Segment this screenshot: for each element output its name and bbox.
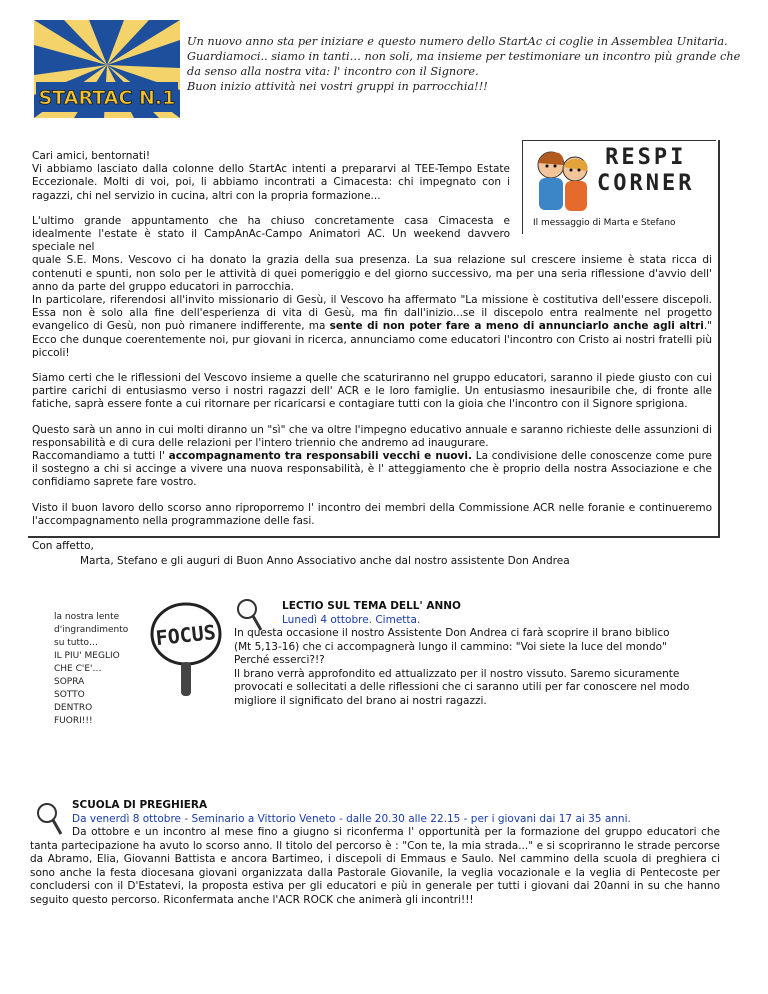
intro-line: Buon inizio attività nei vostri gruppi in parrocchia!!!	[187, 80, 488, 93]
focus-line: SOPRA	[54, 677, 85, 687]
magnifier-icon	[148, 598, 226, 698]
focus-line: CHE C'E'…	[54, 664, 102, 674]
lectio-line: (Mt 5,13-16) che ci accompagnerà lungo il cammino: "Voi siete la luce del mondo"	[234, 640, 667, 653]
letter-bold-text: accompagnamento tra responsabili vecchi e nuovi.	[168, 450, 472, 463]
scuola-subtitle: Da venerdì 8 ottobre - Seminario a Vittorio Veneto - dalle 20.30 alle 22.15 - per i giovani dai 17 ai 35 anni.	[72, 812, 631, 825]
letter-body	[32, 150, 712, 580]
letter-bold-text: sente di non poter fare a meno di annunciarlo anche agli altri	[329, 320, 704, 333]
focus-line: SOTTO	[54, 690, 85, 700]
closing: Con affetto,	[32, 540, 94, 553]
focus-line: la nostra lente	[54, 612, 120, 622]
lectio-line: migliore il significato del brano ai nostri ragazzi.	[234, 694, 487, 707]
lectio-line: Perché esserci?!?	[234, 654, 325, 666]
letter-text: La condivisione delle conoscenze come pure il sostegno a chi si accinge a vivere una nuova responsabilità, è l' atteggiamento che è proprio della nostra Associazione e che confidiamo saprete fare vostro.	[32, 450, 713, 489]
lectio-section	[234, 600, 724, 708]
letter-paragraph	[32, 215, 712, 360]
signature: Marta, Stefano e gli auguri di Buon Anno Associativo anche dal nostro assistente Don Andrea	[80, 555, 570, 568]
intro-line: Guardiamoci.. siamo in tanti… non soli, ma insieme per testimoniare un incontro più grande che	[187, 50, 741, 63]
greeting: Cari amici, bentornati!	[32, 150, 151, 162]
intro-text	[187, 34, 741, 94]
focus-line: FUORI!!!	[54, 716, 93, 726]
letter-text: quale S.E. Mons. Vescovo ci ha donato la grazia della sua presenza. La sua relazione sul crescere insieme è stata ricca di contenuti e spunti, non solo per le attività di quei pomeriggio e del giorno successivo, ma per una seria riflessione d'avvio dell' anno da parte del gruppo educatori in parrocchia.	[32, 254, 712, 293]
letter-paragraph: Visto il buon lavoro dello scorso anno riproporremo l' incontro dei membri della Commissione ACR nelle foranie e continueremo l'accompagnamento nella programmazione delle fasi.	[32, 501, 712, 527]
focus-magnifier-image	[148, 598, 226, 698]
letter-text: Questo sarà un anno in cui molti diranno un "sì" che va oltre l'impegno educativo annuale e saranno richieste delle assunzioni di responsabilità e di cura delle relazioni per l'intero triennio che andremo ad inaugurare.	[32, 423, 712, 449]
letter-text: Vi abbiamo lasciato dalla colonne dello StartAc intenti a prepararvi al TEE-Tempo Estate Eccezionale. Molti di voi, poi, li abbiamo incontrati a Cimacesta: chi impegnato con i ragazzi, chi nel servizio in cucina, altri con la propria formazione...	[32, 163, 510, 202]
scuola-section	[30, 799, 720, 907]
lectio-line: provocati e sollecitati a delle riflessioni che ci saranno utili per far conoscere nel modo	[234, 681, 690, 693]
focus-line: su tutto…	[54, 638, 99, 648]
lectio-date: Lunedì 4 ottobre. Cimetta.	[282, 613, 421, 626]
focus-side-text	[54, 611, 150, 728]
frame-line	[522, 140, 716, 141]
scuola-title: SCUOLA DI PREGHIERA	[72, 799, 208, 811]
logo-text: STARTAC N.1	[38, 87, 176, 109]
lectio-line: Il brano verrà approfondito ed attualizzato per il nostro vissuto. Saremo sicuramente	[234, 667, 680, 680]
letter-text: Raccomandiamo a tutti l'	[32, 450, 169, 463]
respi-title-line: CORNER	[597, 171, 695, 196]
intro-line: Un nuovo anno sta per iniziare e questo numero dello StartAc ci coglie in Assemblea Unitaria.	[187, 35, 728, 48]
letter-paragraph: Siamo certi che le riflessioni del Vescovo insieme a quelle che scaturiranno nel gruppo educatori, saranno il piede giusto con cui partire carichi di entusiasmo verso i nostri ragazzi dell' ACR e le loro famiglie. Un entusiasmo inesauribile che, di fronte alle fatiche, saprà essere fonte a cui ritornare per ricaricarsi e contagiare tutti con la gioia che l'incontro con il Signore sprigiona.	[32, 372, 712, 411]
letter-text: In particolare, riferendosi all'invito missionario di Gesù, il Vescovo ha affermato "La missione è costitutiva dell'essere discepoli. Essa non è solo alla fine dell'esperienza di vita di Gesù, ma fin dall'inizio...se il discepolo entra realmente nel progetto evangelico di Gesù, non può rimanere indifferente, ma	[32, 294, 712, 333]
focus-line: DENTRO	[54, 703, 93, 713]
letter-paragraph	[32, 424, 712, 490]
intro-line: da senso alla nostra vita: l' incontro con il Signore.	[187, 65, 479, 78]
focus-line: IL PIU' MEGLIO	[54, 651, 120, 661]
lectio-title: LECTIO SUL TEMA DELL' ANNO	[282, 600, 461, 612]
letter-paragraph	[32, 150, 510, 203]
focus-image-text: FOCUS	[154, 619, 217, 651]
lectio-line: In questa occasione il nostro Assistente Don Andrea ci farà scoprire il brano biblico	[234, 627, 670, 639]
focus-line: d'ingrandimento	[54, 625, 129, 635]
letter-text: L'ultimo grande appuntamento che ha chiuso concretamente casa Cimacesta e idealmente l'estate è stato il CampAnAc-Campo Animatori AC. Un weekend davvero speciale nel	[32, 214, 510, 254]
logo-sunburst	[34, 20, 180, 118]
letter-text: ." Ecco che dunque coerentemente noi, pur giovani in ricerca, annunciamo come educatori l'incontro con Cristo ai nostri fratelli più piccoli!	[32, 320, 712, 359]
respi-title-line: RESPI	[605, 145, 687, 170]
respi-caption: Il messaggio di Marta e Stefano	[533, 218, 676, 228]
startac-logo	[34, 20, 180, 118]
scuola-body: Da ottobre e un incontro al mese fino a giugno si riconferma l' opportunità per la formazione del gruppo educatori che tanta partecipazione ha avuto lo scorso anno. Il titolo del percorso è : "Con te, la mia strada..." e si scopriranno le strade percorse da Abramo, Elia, Giovanni Battista e ancora Bartimeo, i discepoli di Emmaus e Saulo. Nel cammino della scuola di preghiera ci sono anche la festa diocesana giovani organizzata dalla Pastorale Giovanile, la veglia vocazionale e la veglia di Pentecoste per concludersi con il D'Estatevi, la proposta estiva per gli educatori e più in generale per tutti i giovani dai 20anni in su che hanno seguito questo percorso. Riconfermata anche l'ACR ROCK che animerà gli incontri!!!	[30, 826, 720, 906]
